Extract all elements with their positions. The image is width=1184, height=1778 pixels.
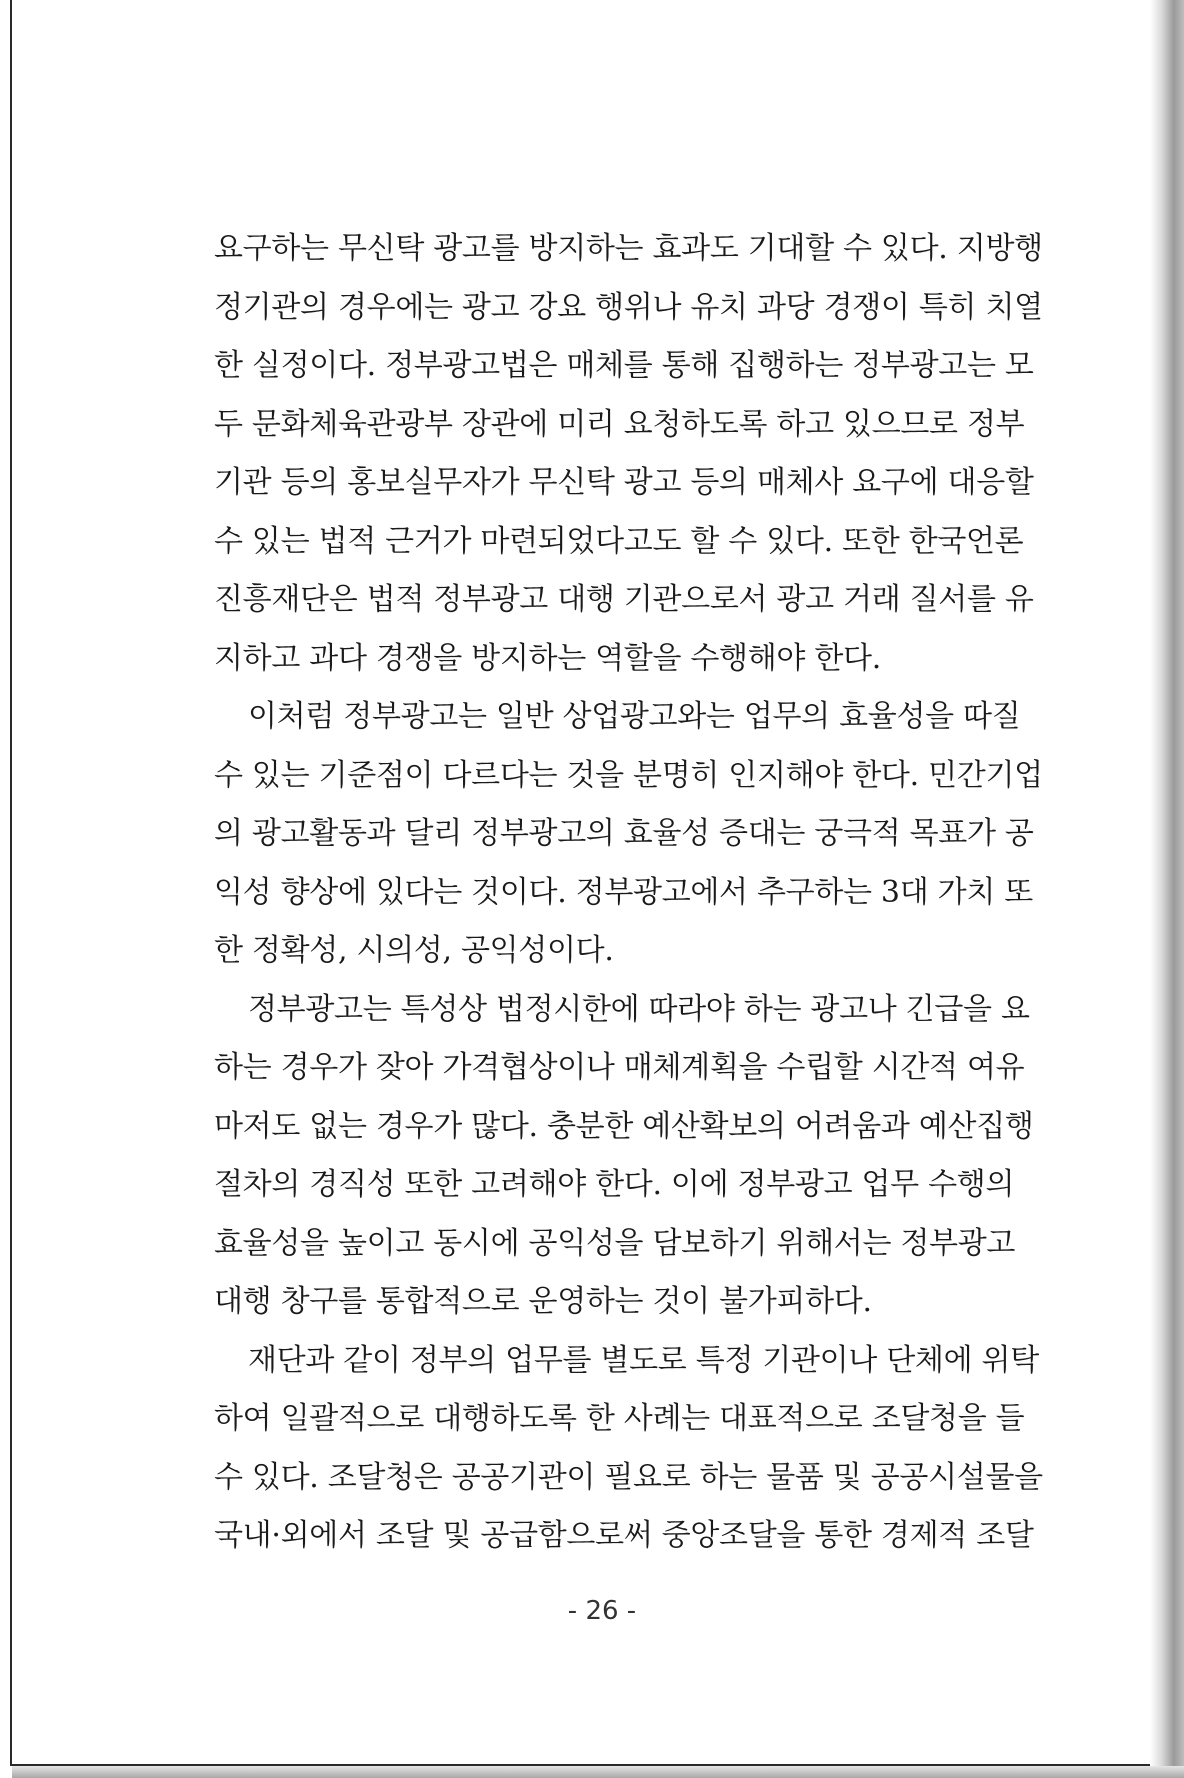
text-line: 국내·외에서 조달 및 공급함으로써 중앙조달을 통한 경제적 조달 xyxy=(214,1518,1034,1553)
text-line: 의 광고활동과 달리 정부광고의 효율성 증대는 궁극적 목표가 공 xyxy=(214,816,1034,851)
text-line: 하여 일괄적으로 대행하도록 한 사례는 대표적으로 조달청을 들 xyxy=(214,1401,1025,1436)
text-line: 하는 경우가 잦아 가격협상이나 매체계획을 수립할 시간적 여유 xyxy=(214,1050,1025,1085)
text-line: 한 정확성, 시의성, 공익성이다. xyxy=(214,933,614,968)
text-line: 수 있는 기준점이 다르다는 것을 분명히 인지해야 한다. 민간기업 xyxy=(214,757,1043,793)
text-line: 마저도 없는 경우가 많다. 충분한 예산확보의 어려움과 예산집행 xyxy=(214,1108,1034,1144)
text-line: 두 문화체육관광부 장관에 미리 요청하도록 하고 있으므로 정부 xyxy=(214,406,1025,442)
text-line: 수 있다. 조달청은 공공기관이 필요로 하는 물품 및 공공시설물을 xyxy=(214,1459,1043,1495)
text-line: 기관 등의 홍보실무자가 무신탁 광고 등의 매체사 요구에 대응할 xyxy=(214,465,1034,500)
body-text xyxy=(214,220,1043,1566)
text-line: 대행 창구를 통합적으로 운영하는 것이 불가피하다. xyxy=(214,1284,872,1319)
page-number: - 26 - xyxy=(567,1596,637,1626)
paragraph-start-line: 이처럼 정부광고는 일반 상업광고와는 업무의 효율성을 따질 xyxy=(248,699,1021,734)
text-line: 한 실정이다. 정부광고법은 매체를 통해 집행하는 정부광고는 모 xyxy=(214,348,1034,383)
text-line: 요구하는 무신탁 광고를 방지하는 효과도 기대할 수 있다. 지방행 xyxy=(214,231,1043,266)
text-line: 절차의 경직성 또한 고려해야 한다. 이에 정부광고 업무 수행의 xyxy=(214,1167,1015,1202)
text-line: 지하고 과다 경쟁을 방지하는 역할을 수행해야 한다. xyxy=(214,640,881,676)
text-line: 효율성을 높이고 동시에 공익성을 담보하기 위해서는 정부광고 xyxy=(214,1225,1016,1261)
page-edge-shadow-bottom xyxy=(12,1766,1184,1778)
text-line: 수 있는 법적 근거가 마련되었다고도 할 수 있다. 또한 한국언론 xyxy=(214,523,1024,559)
text-line: 익성 향상에 있다는 것이다. 정부광고에서 추구하는 3대 가치 또 xyxy=(214,874,1033,910)
paragraph-start-line: 정부광고는 특성상 법정시한에 따라야 하는 광고나 긴급을 요 xyxy=(248,991,1030,1027)
text-line: 진흥재단은 법적 정부광고 대행 기관으로서 광고 거래 질서를 유 xyxy=(214,582,1034,617)
text-line: 정기관의 경우에는 광고 강요 행위나 유치 과당 경쟁이 특히 치열 xyxy=(214,289,1043,325)
page-edge-shadow-right xyxy=(1150,0,1184,1778)
paragraph-start-line: 재단과 같이 정부의 업무를 별도로 특정 기관이나 단체에 위탁 xyxy=(248,1342,1039,1378)
